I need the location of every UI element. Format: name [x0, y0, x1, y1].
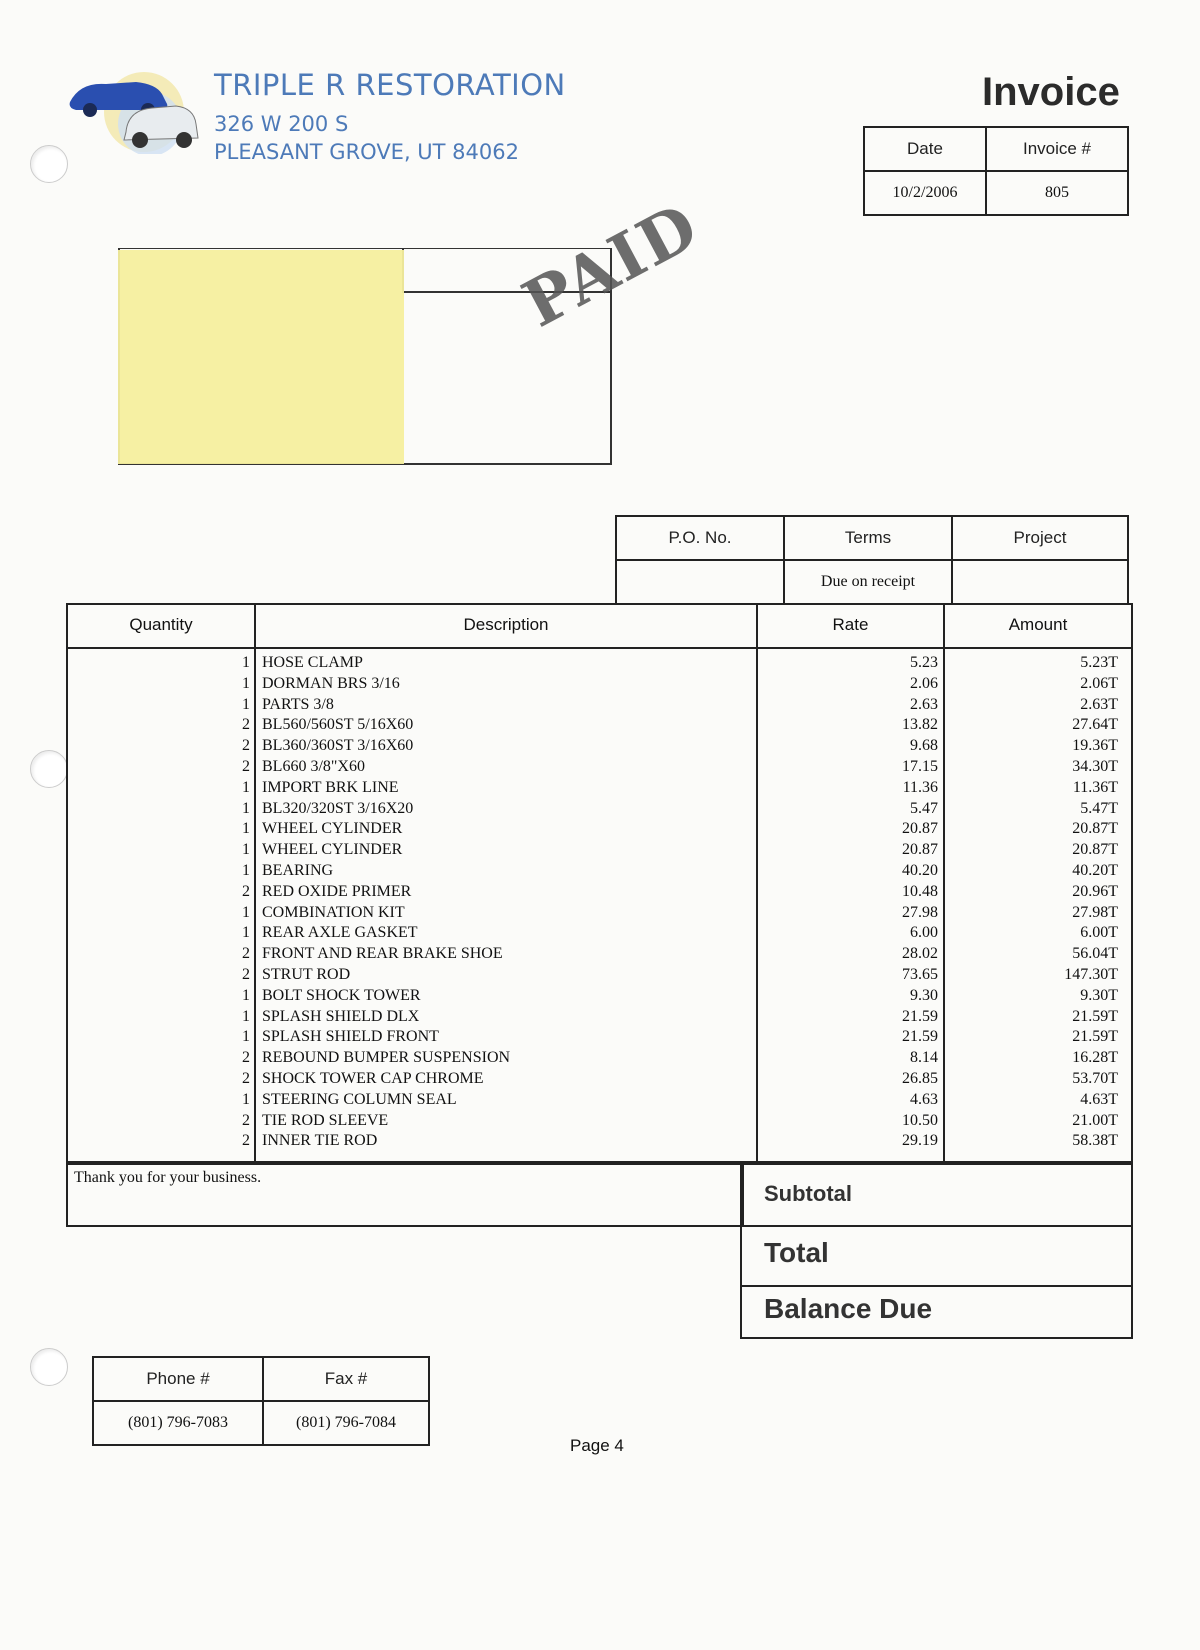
table-row — [68, 944, 1131, 965]
item-quantity: 2 — [242, 965, 250, 983]
item-quantity: 1 — [242, 924, 250, 942]
table-row — [68, 1007, 1131, 1028]
item-description: SHOCK TOWER CAP CHROME — [262, 1069, 484, 1087]
project-label: Project — [952, 516, 1128, 560]
item-description: REBOUND BUMPER SUSPENSION — [262, 1049, 511, 1067]
total-box — [740, 1223, 1133, 1287]
table-row — [68, 923, 1131, 944]
item-rate: 29.19 — [902, 1132, 938, 1150]
item-rate: 26.85 — [902, 1069, 938, 1087]
table-row — [68, 715, 1131, 736]
item-quantity: 1 — [242, 799, 250, 817]
item-amount: 53.70T — [1072, 1069, 1118, 1087]
fax-number: (801) 796-7084 — [263, 1401, 429, 1445]
item-description: TIE ROD SLEEVE — [262, 1111, 389, 1129]
total-label: Total — [764, 1237, 829, 1268]
amount-header: Amount — [1008, 615, 1068, 634]
item-quantity: 1 — [242, 861, 250, 879]
item-description: RED OXIDE PRIMER — [262, 882, 412, 900]
table-row — [68, 1069, 1131, 1090]
item-rate: 27.98 — [902, 903, 938, 921]
item-description: DORMAN BRS 3/16 — [262, 674, 400, 692]
item-description: FRONT AND REAR BRAKE SHOE — [262, 945, 503, 963]
item-rate: 10.48 — [902, 882, 938, 900]
item-quantity: 2 — [242, 737, 250, 755]
item-description: HOSE CLAMP — [262, 654, 363, 671]
item-rate: 28.02 — [902, 945, 938, 963]
terms-label: Terms — [784, 516, 952, 560]
item-description: WHEEL CYLINDER — [262, 820, 403, 838]
item-rate: 10.50 — [902, 1111, 938, 1129]
subtotal-label: Subtotal — [764, 1181, 852, 1206]
line-items — [68, 653, 1131, 1152]
item-amount: 34.30T — [1072, 757, 1118, 775]
table-row — [68, 757, 1131, 778]
item-rate: 9.68 — [910, 737, 938, 755]
item-amount: 5.47T — [1080, 799, 1118, 817]
item-rate: 73.65 — [902, 965, 938, 983]
item-rate: 20.87 — [902, 841, 938, 859]
item-rate: 2.63 — [910, 695, 938, 713]
table-row — [68, 882, 1131, 903]
item-quantity: 1 — [242, 654, 250, 671]
item-rate: 5.23 — [910, 654, 938, 671]
item-rate: 6.00 — [910, 924, 938, 942]
item-amount: 27.64T — [1072, 716, 1118, 734]
item-amount: 6.00T — [1080, 924, 1118, 942]
item-description: STRUT ROD — [262, 965, 351, 983]
table-row — [68, 1111, 1131, 1132]
item-description: IMPORT BRK LINE — [262, 778, 399, 796]
terms-table — [615, 515, 1129, 605]
line-items-table — [66, 603, 1133, 1165]
punch-hole — [30, 750, 68, 788]
item-amount: 21.00T — [1072, 1111, 1118, 1129]
balance-due-label: Balance Due — [764, 1293, 933, 1324]
item-amount: 58.38T — [1072, 1132, 1118, 1150]
invoice-date: 10/2/2006 — [864, 171, 986, 215]
item-amount: 27.98T — [1072, 903, 1118, 921]
description-header: Description — [463, 615, 549, 634]
paid-stamp: PAID — [511, 188, 712, 343]
item-quantity: 1 — [242, 841, 250, 859]
item-rate: 9.30 — [910, 986, 938, 1004]
item-description: SPLASH SHIELD DLX — [262, 1007, 420, 1025]
table-row — [68, 653, 1131, 674]
item-description: BL360/360ST 3/16X60 — [262, 737, 414, 755]
table-row — [68, 1027, 1131, 1048]
item-rate: 13.82 — [902, 716, 938, 734]
punch-hole — [30, 1348, 68, 1386]
invoice-number-label: Invoice # — [986, 127, 1128, 171]
table-row — [68, 1090, 1131, 1111]
item-description: INNER TIE ROD — [262, 1132, 378, 1150]
table-row — [68, 778, 1131, 799]
balance-due-box — [740, 1285, 1133, 1339]
table-row — [68, 674, 1131, 695]
item-rate: 2.06 — [910, 674, 938, 692]
item-amount: 5.23T — [1080, 654, 1118, 671]
item-rate: 11.36 — [902, 778, 938, 796]
date-label: Date — [864, 127, 986, 171]
item-rate: 21.59 — [902, 1007, 938, 1025]
company-address-line2: PLEASANT GROVE, UT 84062 — [214, 140, 519, 164]
table-row — [68, 799, 1131, 820]
po-number-label: P.O. No. — [616, 516, 784, 560]
invoice-header-table — [863, 126, 1129, 216]
item-amount: 9.30T — [1080, 986, 1118, 1004]
item-description: BL320/320ST 3/16X20 — [262, 799, 414, 817]
item-amount: 147.30T — [1064, 965, 1118, 983]
invoice-number: 805 — [986, 171, 1128, 215]
thank-you-note: Thank you for your business. — [74, 1169, 262, 1186]
item-quantity: 1 — [242, 778, 250, 796]
table-row — [68, 1131, 1131, 1152]
item-amount: 16.28T — [1072, 1049, 1118, 1067]
item-amount: 11.36T — [1072, 778, 1118, 796]
table-row — [68, 819, 1131, 840]
item-quantity: 2 — [242, 1132, 250, 1150]
table-row — [68, 965, 1131, 986]
item-quantity: 2 — [242, 757, 250, 775]
item-rate: 8.14 — [910, 1049, 938, 1067]
item-description: STEERING COLUMN SEAL — [262, 1090, 457, 1108]
terms-value: Due on receipt — [784, 560, 952, 604]
item-description: COMBINATION KIT — [262, 903, 405, 921]
item-description: BL560/560ST 5/16X60 — [262, 716, 414, 734]
item-description: WHEEL CYLINDER — [262, 841, 403, 859]
table-row — [68, 695, 1131, 716]
item-quantity: 2 — [242, 1049, 250, 1067]
item-quantity: 1 — [242, 986, 250, 1004]
sticky-note-redaction — [118, 250, 404, 464]
item-quantity: 2 — [242, 1069, 250, 1087]
item-description: BEARING — [262, 861, 334, 879]
classic-cars-logo — [66, 62, 206, 154]
table-row — [68, 986, 1131, 1007]
contact-table — [92, 1356, 430, 1446]
item-amount: 19.36T — [1072, 737, 1118, 755]
company-address-line1: 326 W 200 S — [214, 112, 349, 136]
fax-label: Fax # — [263, 1357, 429, 1401]
thank-you-box — [66, 1161, 744, 1227]
item-rate: 20.87 — [902, 820, 938, 838]
item-quantity: 2 — [242, 1111, 250, 1129]
item-quantity: 2 — [242, 882, 250, 900]
item-quantity: 1 — [242, 695, 250, 713]
phone-label: Phone # — [93, 1357, 263, 1401]
item-amount: 20.87T — [1072, 841, 1118, 859]
item-description: PARTS 3/8 — [262, 695, 334, 713]
item-quantity: 1 — [242, 1007, 250, 1025]
table-row — [68, 903, 1131, 924]
item-rate: 21.59 — [902, 1028, 938, 1046]
item-rate: 17.15 — [902, 757, 938, 775]
quantity-header: Quantity — [129, 615, 193, 634]
item-amount: 2.63T — [1080, 695, 1118, 713]
header-divider — [68, 647, 1131, 649]
item-quantity: 1 — [242, 1028, 250, 1046]
item-quantity: 2 — [242, 945, 250, 963]
item-rate: 5.47 — [910, 799, 938, 817]
item-amount: 4.63T — [1080, 1090, 1118, 1108]
item-quantity: 1 — [242, 1090, 250, 1108]
punch-hole — [30, 145, 68, 183]
subtotal-box — [740, 1161, 1133, 1227]
item-description: SPLASH SHIELD FRONT — [262, 1028, 439, 1046]
item-description: BOLT SHOCK TOWER — [262, 986, 421, 1004]
table-row — [68, 1048, 1131, 1069]
project-value — [952, 560, 1128, 604]
item-amount: 56.04T — [1072, 945, 1118, 963]
item-amount: 21.59T — [1072, 1028, 1118, 1046]
rate-header: Rate — [832, 615, 869, 634]
item-rate: 4.63 — [910, 1090, 938, 1108]
table-row — [68, 736, 1131, 757]
item-amount: 20.87T — [1072, 820, 1118, 838]
item-amount: 20.96T — [1072, 882, 1118, 900]
item-quantity: 1 — [242, 674, 250, 692]
item-amount: 2.06T — [1080, 674, 1118, 692]
item-amount: 40.20T — [1072, 861, 1118, 879]
item-quantity: 2 — [242, 716, 250, 734]
company-name: TRIPLE R RESTORATION — [214, 68, 566, 102]
table-row — [68, 840, 1131, 861]
item-description: REAR AXLE GASKET — [262, 924, 418, 942]
phone-number: (801) 796-7083 — [93, 1401, 263, 1445]
item-quantity: 1 — [242, 820, 250, 838]
table-row — [68, 861, 1131, 882]
page-number: Page 4 — [570, 1436, 624, 1455]
item-description: BL660 3/8"X60 — [262, 757, 365, 775]
item-quantity: 1 — [242, 903, 250, 921]
item-rate: 40.20 — [902, 861, 938, 879]
item-amount: 21.59T — [1072, 1007, 1118, 1025]
document-title: Invoice — [982, 70, 1120, 114]
po-number-value — [616, 560, 784, 604]
